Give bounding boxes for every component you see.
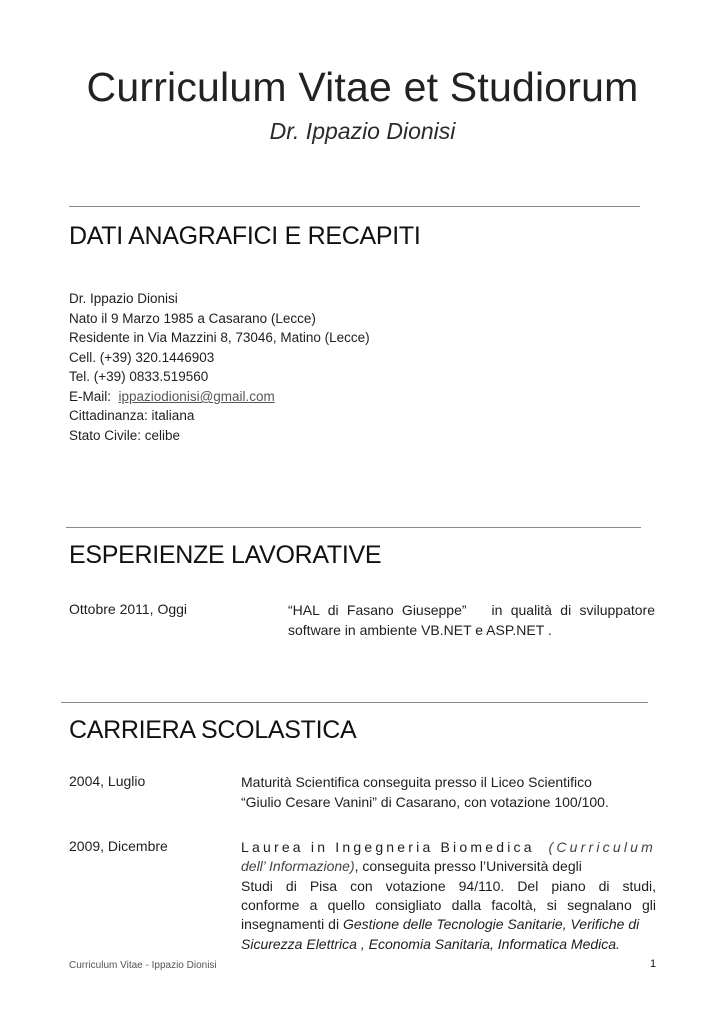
document-subtitle: Dr. Ippazio Dionisi [269, 118, 456, 144]
education-line-2: “Giulio Cesare Vanini” di Casarano, con votazione 100/100. [241, 794, 609, 810]
degree-line-4: conforme a quello consigliato dalla facoltà, si segnalano gli [241, 897, 656, 913]
email-line [69, 389, 275, 404]
degree-courses: Gestione delle Tecnologie Sanitarie, Verifiche di [342, 916, 640, 932]
degree-courses-intro: insegnamenti di [241, 916, 343, 932]
document-title: Curriculum Vitae et Studiorum [86, 64, 639, 110]
experience-line-2: software in ambiente VB.NET e ASP.NET . [288, 622, 552, 638]
degree-curriculum-continued: dell’ Informazione) [241, 858, 355, 874]
divider [69, 206, 640, 207]
footer-text: Curriculum Vitae - Ippazio Dionisi [69, 960, 217, 971]
degree-line-1 [241, 837, 656, 857]
degree-line-6: Sicurezza Elettrica , Economia Sanitaria, Informatica Medica. [241, 936, 620, 952]
civil-status-line: Stato Civile: celibe [69, 428, 181, 443]
email-link[interactable]: ippaziodionisi@gmail.com [118, 389, 275, 404]
experience-line-1: “HAL di Fasano Giuseppe” in qualità di sviluppatore [288, 602, 655, 618]
degree-title: Laurea in Ingegneria Biomedica [241, 839, 535, 855]
experience-date: Ottobre 2011, Oggi [69, 601, 188, 617]
degree-line-5 [241, 914, 639, 934]
section-heading-esperienze: ESPERIENZE LAVORATIVE [69, 541, 382, 569]
birth-line: Nato il 9 Marzo 1985 a Casarano (Lecce) [69, 311, 316, 326]
section-heading-carriera: CARRIERA SCOLASTICA [69, 716, 357, 744]
education-line-1: Maturità Scientifica conseguita presso il Liceo Scientifico [241, 774, 592, 790]
tel-line: Tel. (+39) 0833.519560 [69, 369, 209, 384]
page-number: 1 [650, 958, 657, 970]
divider [66, 527, 641, 528]
degree-institution: , conseguita presso l’Università degli [354, 858, 582, 874]
section-heading-anagrafica: DATI ANAGRAFICI E RECAPITI [69, 222, 421, 250]
degree-curriculum: (Curriculum [548, 839, 656, 855]
education-date: 2004, Luglio [69, 773, 146, 789]
email-label: E-Mail: [69, 389, 119, 404]
cell-line: Cell. (+39) 320.1446903 [69, 350, 215, 365]
residence-line: Residente in Via Mazzini 8, 73046, Matino (Lecce) [69, 330, 370, 345]
education-date: 2009, Dicembre [69, 838, 168, 854]
name-line: Dr. Ippazio Dionisi [69, 291, 178, 306]
citizenship-line: Cittadinanza: italiana [69, 408, 195, 423]
divider [61, 702, 648, 703]
degree-line-2 [241, 856, 582, 876]
degree-line-3: Studi di Pisa con votazione 94/110. Del piano di studi, [241, 878, 656, 894]
